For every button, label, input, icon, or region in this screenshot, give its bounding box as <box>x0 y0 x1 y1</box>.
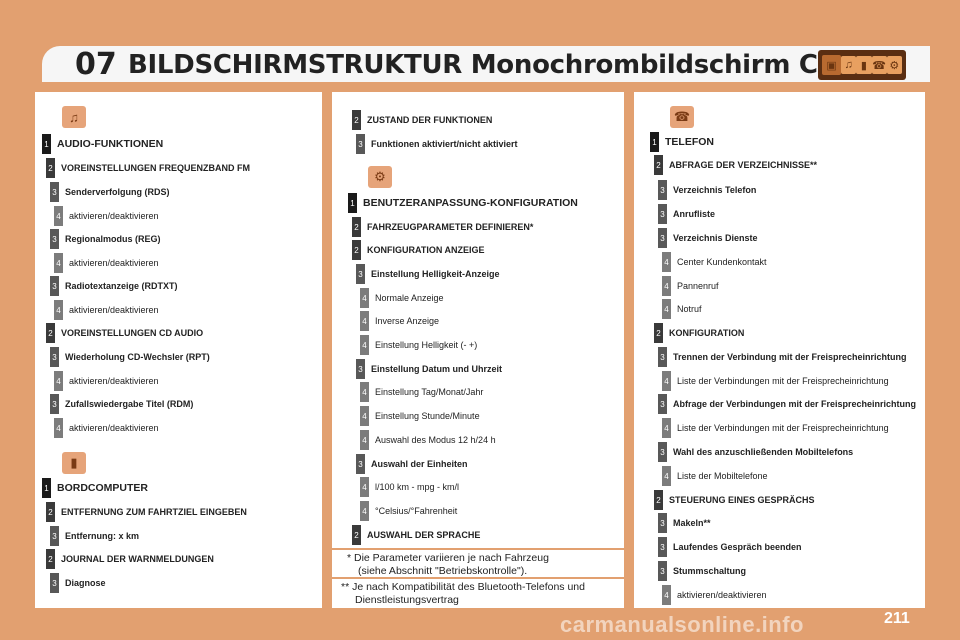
menu-level-2-item <box>46 323 203 343</box>
menu-item-label: aktivieren/deaktivieren <box>69 376 159 386</box>
level-badge: 3 <box>658 561 667 581</box>
level-badge: 2 <box>352 217 361 237</box>
watermark: carmanualsonline.info <box>560 612 804 637</box>
level-badge: 4 <box>360 382 369 402</box>
menu-item-label: FAHRZEUGPARAMETER DEFINIEREN* <box>367 222 534 232</box>
level-badge: 3 <box>658 537 667 557</box>
menu-item-label: Einstellung Datum und Uhrzeit <box>371 364 503 374</box>
menu-item-label: Auswahl des Modus 12 h/24 h <box>375 435 496 445</box>
level-badge: 4 <box>360 406 369 426</box>
menu-level-3-item <box>356 264 500 284</box>
menu-item-label: Einstellung Tag/Monat/Jahr <box>375 387 484 397</box>
menu-item-label: aktivieren/deaktivieren <box>69 305 159 315</box>
menu-level-3-item <box>50 394 193 414</box>
menu-item-label: ABFRAGE DER VERZEICHNISSE** <box>669 160 818 170</box>
menu-item-label: Radiotextanzeige (RDTXT) <box>65 281 178 291</box>
footnote-parameters: * Die Parameter variieren je nach Fahrzeug (siehe Abschnitt "Betriebskontrolle"). <box>347 552 549 577</box>
note-separator <box>332 548 624 550</box>
menu-item-label: TELEFON <box>665 136 714 148</box>
menu-level-4-item <box>662 466 768 486</box>
menu-level-4-item <box>54 371 159 391</box>
menu-item-label: Auswahl der Einheiten <box>371 459 468 469</box>
menu-level-4-item <box>662 418 889 438</box>
menu-item-label: Diagnose <box>65 578 106 588</box>
menu-level-3-item <box>658 180 756 200</box>
level-badge: 3 <box>356 134 365 154</box>
level-badge: 4 <box>662 252 671 272</box>
menu-item-label: aktivieren/deaktivieren <box>677 590 767 600</box>
menu-item-label: Inverse Anzeige <box>375 316 440 326</box>
menu-level-1-item <box>650 132 714 152</box>
menu-level-3-item <box>50 526 139 546</box>
menu-item-label: aktivieren/deaktivieren <box>69 211 159 221</box>
menu-level-4-item <box>360 288 444 308</box>
menu-item-label: Senderverfolgung (RDS) <box>65 187 170 197</box>
level-badge: 3 <box>658 228 667 248</box>
menu-level-3-item <box>356 359 502 379</box>
menu-item-label: Trennen der Verbindung mit der Freisprecheinrichtung <box>673 352 907 362</box>
level-badge: 3 <box>50 182 59 202</box>
menu-item-label: Verzeichnis Telefon <box>673 185 757 195</box>
menu-level-2-item <box>46 158 250 178</box>
menu-level-3-item <box>658 394 916 414</box>
menu-level-4-item <box>54 206 159 226</box>
menu-item-label: Laufendes Gespräch beenden <box>673 542 802 552</box>
level-badge: 3 <box>356 264 365 284</box>
menu-level-2-item <box>46 549 214 569</box>
menu-level-2-item <box>352 240 485 260</box>
menu-level-4-item <box>662 585 767 605</box>
menu-level-3-item <box>658 204 715 224</box>
menu-item-label: JOURNAL DER WARNMELDUNGEN <box>61 554 214 564</box>
level-badge: 3 <box>50 347 59 367</box>
menu-item-label: Wiederholung CD-Wechsler (RPT) <box>65 352 210 362</box>
menu-item-label: Liste der Verbindungen mit der Freisprecheinrichtung <box>677 376 889 386</box>
menu-item-label: Regionalmodus (REG) <box>65 234 161 244</box>
settings-icon: ⚙ <box>368 166 392 188</box>
menu-item-label: AUSWAHL DER SPRACHE <box>367 530 481 540</box>
menu-level-4-item <box>662 276 719 296</box>
menu-level-2-item <box>352 217 533 237</box>
level-badge: 2 <box>654 155 663 175</box>
menu-level-4-item <box>54 253 159 273</box>
level-badge: 3 <box>50 229 59 249</box>
footnote-bluetooth: ** Je nach Kompatibilität des Bluetooth-Telefons und Dienstleistungsvertrag <box>341 581 585 606</box>
menu-item-label: Verzeichnis Dienste <box>673 233 758 243</box>
chapter-number: 07 <box>75 47 117 82</box>
menu-level-3-item <box>356 454 468 474</box>
menu-level-4-item <box>54 418 159 438</box>
menu-item-label: Notruf <box>677 304 702 314</box>
level-badge: 3 <box>658 347 667 367</box>
phone-icon: ☎ <box>670 106 694 128</box>
menu-level-3-item <box>50 276 178 296</box>
menu-item-label: aktivieren/deaktivieren <box>69 423 159 433</box>
menu-level-1-item <box>42 134 163 154</box>
menu-level-2-item <box>352 525 480 545</box>
menu-level-3-item <box>658 537 802 557</box>
menu-level-3-item <box>356 134 518 154</box>
level-badge: 2 <box>654 323 663 343</box>
level-badge: 4 <box>360 430 369 450</box>
header-icon-strip <box>818 50 906 80</box>
menu-level-2-item <box>654 155 817 175</box>
menu-level-1-item <box>348 193 578 213</box>
level-badge: 4 <box>662 418 671 438</box>
menu-item-label: ENTFERNUNG ZUM FAHRTZIEL EINGEBEN <box>61 507 247 517</box>
menu-level-3-item <box>50 229 161 249</box>
level-badge: 4 <box>54 418 63 438</box>
level-badge: 3 <box>658 394 667 414</box>
audio-icon: ♫ <box>62 106 86 128</box>
level-badge: 4 <box>54 206 63 226</box>
level-badge: 4 <box>54 300 63 320</box>
menu-level-4-item <box>662 252 767 272</box>
level-badge: 2 <box>46 502 55 522</box>
menu-level-4-item <box>360 477 459 497</box>
level-badge: 2 <box>46 323 55 343</box>
level-badge: 4 <box>54 371 63 391</box>
screen-icon: ▣ <box>822 55 841 75</box>
menu-item-label: KONFIGURATION ANZEIGE <box>367 245 485 255</box>
level-badge: 3 <box>50 276 59 296</box>
level-badge: 3 <box>658 442 667 462</box>
menu-item-label: l/100 km - mpg - km/l <box>375 482 460 492</box>
menu-item-label: AUDIO-FUNKTIONEN <box>57 138 164 150</box>
level-badge: 2 <box>352 240 361 260</box>
phone-icon: ☎ <box>872 56 887 74</box>
menu-item-label: BORDCOMPUTER <box>57 482 148 494</box>
menu-level-3-item <box>50 573 106 593</box>
menu-item-label: VOREINSTELLUNGEN FREQUENZBAND FM <box>61 163 250 173</box>
fuel-icon: ▮ <box>856 56 871 74</box>
level-badge: 4 <box>662 371 671 391</box>
menu-level-4-item <box>360 406 480 426</box>
level-badge: 4 <box>360 311 369 331</box>
menu-level-4-item <box>360 501 457 521</box>
menu-item-label: BENUTZERANPASSUNG-KONFIGURATION <box>363 197 578 209</box>
level-badge: 1 <box>42 478 51 498</box>
level-badge: 3 <box>50 573 59 593</box>
menu-item-label: STEUERUNG EINES GESPRÄCHS <box>669 495 815 505</box>
level-badge: 4 <box>360 477 369 497</box>
menu-level-4-item <box>662 299 702 319</box>
menu-item-label: KONFIGURATION <box>669 328 745 338</box>
level-badge: 3 <box>658 204 667 224</box>
level-badge: 4 <box>360 335 369 355</box>
note-separator <box>332 577 624 579</box>
menu-level-4-item <box>54 300 159 320</box>
level-badge: 3 <box>356 454 365 474</box>
menu-level-3-item <box>658 228 758 248</box>
menu-level-2-item <box>352 110 492 130</box>
menu-level-3-item <box>50 347 210 367</box>
level-badge: 2 <box>352 110 361 130</box>
menu-item-label: ZUSTAND DER FUNKTIONEN <box>367 115 493 125</box>
menu-item-label: Normale Anzeige <box>375 293 444 303</box>
menu-item-label: Center Kundenkontakt <box>677 257 767 267</box>
level-badge: 4 <box>662 585 671 605</box>
level-badge: 4 <box>662 466 671 486</box>
menu-item-label: aktivieren/deaktivieren <box>69 258 159 268</box>
menu-item-label: Makeln** <box>673 518 711 528</box>
menu-item-label: Einstellung Helligkeit-Anzeige <box>371 269 500 279</box>
menu-item-label: Liste der Verbindungen mit der Freisprecheinrichtung <box>677 423 889 433</box>
menu-level-3-item <box>658 513 711 533</box>
level-badge: 2 <box>46 158 55 178</box>
page-title: BILDSCHIRMSTRUKTUR Monochrombildschirm C <box>128 50 818 80</box>
menu-item-label: Pannenruf <box>677 281 719 291</box>
level-badge: 1 <box>650 132 659 152</box>
menu-level-2-item <box>654 490 815 510</box>
level-badge: 3 <box>658 513 667 533</box>
menu-level-4-item <box>360 430 496 450</box>
level-badge: 2 <box>654 490 663 510</box>
audio-icon: ♫ <box>841 56 856 74</box>
menu-item-label: Einstellung Helligkeit (- +) <box>375 340 478 350</box>
level-badge: 2 <box>352 525 361 545</box>
level-badge: 1 <box>348 193 357 213</box>
level-badge: 3 <box>658 180 667 200</box>
menu-level-3-item <box>658 347 907 367</box>
menu-level-4-item <box>360 382 483 402</box>
menu-item-label: Anrufliste <box>673 209 716 219</box>
menu-level-4-item <box>360 335 477 355</box>
menu-item-label: Entfernung: x km <box>65 531 140 541</box>
level-badge: 3 <box>50 394 59 414</box>
menu-item-label: Liste der Mobiltelefone <box>677 471 768 481</box>
menu-item-label: VOREINSTELLUNGEN CD AUDIO <box>61 328 204 338</box>
menu-level-3-item <box>658 442 853 462</box>
level-badge: 4 <box>54 253 63 273</box>
menu-level-1-item <box>42 478 148 498</box>
menu-item-label: Stummschaltung <box>673 566 747 576</box>
menu-level-3-item <box>50 182 170 202</box>
menu-level-4-item <box>662 371 889 391</box>
menu-level-2-item <box>654 323 744 343</box>
menu-item-label: Abfrage der Verbindungen mit der Freisprecheinrichtung <box>673 399 917 409</box>
settings-icon: ⚙ <box>887 56 902 74</box>
menu-level-3-item <box>658 561 746 581</box>
level-badge: 4 <box>360 288 369 308</box>
level-badge: 1 <box>42 134 51 154</box>
fuel-icon: ▮ <box>62 452 86 474</box>
level-badge: 4 <box>662 299 671 319</box>
menu-item-label: °Celsius/°Fahrenheit <box>375 506 458 516</box>
menu-item-label: Funktionen aktiviert/nicht aktiviert <box>371 139 518 149</box>
level-badge: 3 <box>50 526 59 546</box>
level-badge: 4 <box>662 276 671 296</box>
menu-item-label: Einstellung Stunde/Minute <box>375 411 480 421</box>
menu-level-2-item <box>46 502 247 522</box>
menu-item-label: Zufallswiedergabe Titel (RDM) <box>65 399 194 409</box>
menu-level-4-item <box>360 311 439 331</box>
level-badge: 4 <box>360 501 369 521</box>
page-number: 211 <box>884 610 910 627</box>
level-badge: 2 <box>46 549 55 569</box>
menu-item-label: Wahl des anzuschließenden Mobiltelefons <box>673 447 854 457</box>
level-badge: 3 <box>356 359 365 379</box>
